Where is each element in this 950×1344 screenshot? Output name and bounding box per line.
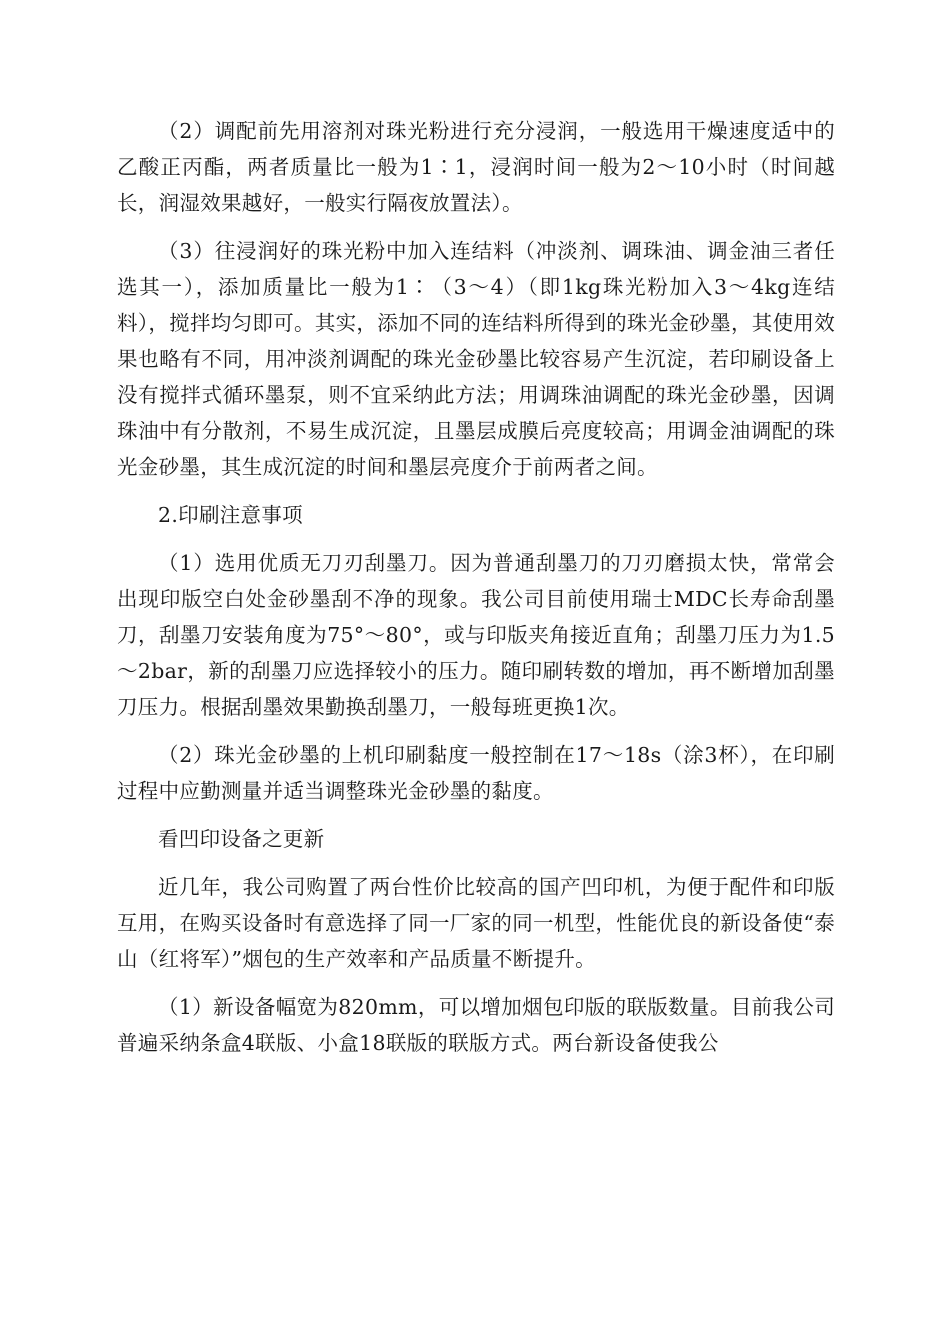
document-body bbox=[117, 113, 835, 1073]
paragraph-new-presses: 近几年，我公司购置了两台性价比较高的国产凹印机，为便于配件和印版互用，在购买设备时有意选择了同一厂家的同一机型，性能优良的新设备使“泰山（红将军）”烟包的生产效率和产品质量不断提升。 bbox=[117, 875, 835, 971]
section-heading-equipment-update: 看凹印设备之更新 bbox=[158, 827, 325, 851]
paragraph-web-width: （1）新设备幅宽为820mm，可以增加烟包印版的联版数量。目前我公司普遍采纳条盒4联版、小盒18联版的联版方式。两台新设备使我公 bbox=[117, 995, 835, 1055]
section-heading-printing-notes: 2.印刷注意事项 bbox=[158, 503, 303, 527]
paragraph-viscosity: （2）珠光金砂墨的上机印刷黏度一般控制在17～18s（涂3杯），在印刷过程中应勤测量并适当调整珠光金砂墨的黏度。 bbox=[117, 743, 835, 803]
paragraph-doctor-blade: （1）选用优质无刀刃刮墨刀。因为普通刮墨刀的刀刃磨损太快，常常会出现印版空白处金砂墨刮不净的现象。我公司目前使用瑞士MDC长寿命刮墨刀，刮墨刀安装角度为75°～80°，或与印版夹角接近直角；刮墨刀压力为1.5～2bar，新的刮墨刀应选择较小的压力。随印刷转数的增加，再不断增加刮墨刀压力。根据刮墨效果勤换刮墨刀，一般每班更换1次。 bbox=[117, 551, 835, 719]
paragraph-soak-pearl-powder: （2）调配前先用溶剂对珠光粉进行充分浸润，一般选用干燥速度适中的乙酸正丙酯，两者质量比一般为1∶1，浸润时间一般为2～10小时（时间越长，润湿效果越好，一般实行隔夜放置法）。 bbox=[117, 119, 835, 215]
paragraph-add-binder: （3）往浸润好的珠光粉中加入连结料（冲淡剂、调珠油、调金油三者任选其一），添加质量比一般为1∶（3～4）（即1kg珠光粉加入3～4kg连结料），搅拌均匀即可。其实，添加不同的连结料所得到的珠光金砂墨，其使用效果也略有不同，用冲淡剂调配的珠光金砂墨比较容易产生沉淀，若印刷设备上没有搅拌式循环墨泵，则不宜采纳此方法；用调珠油调配的珠光金砂墨，因调珠油中有分散剂，不易生成沉淀，且墨层成膜后亮度较高；用调金油调配的珠光金砂墨，其生成沉淀的时间和墨层亮度介于前两者之间。 bbox=[117, 239, 835, 479]
